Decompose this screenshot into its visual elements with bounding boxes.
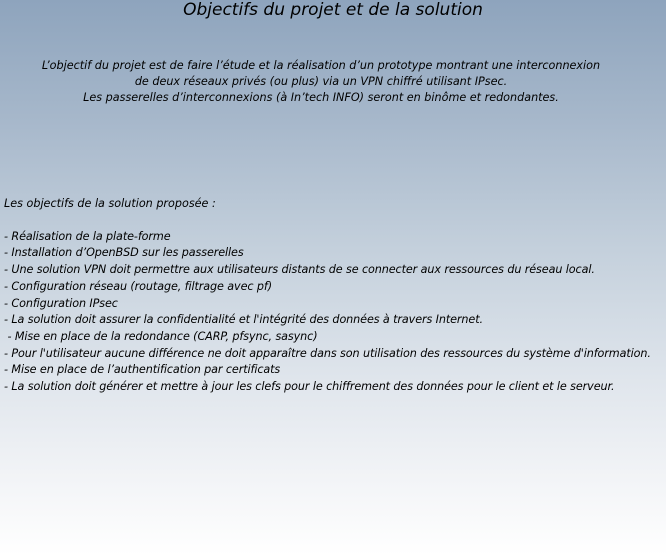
intro-line: Les passerelles d’interconnexions (à In’tech INFO) seront en binôme et redondantes.: [83, 91, 559, 104]
intro-line: L’objectif du projet est de faire l’étude et la réalisation d’un prototype montrant une interconnexion: [41, 59, 601, 72]
objective-item: - La solution doit assurer la confidentialité et l'intégrité des données à travers Internet.: [4, 313, 483, 327]
objective-item: - Configuration IPsec: [4, 296, 118, 310]
objective-item: - Installation d’OpenBSD sur les passerelles: [4, 246, 244, 260]
intro-paragraph: [0, 58, 642, 106]
intro-line: de deux réseaux privés (ou plus) via un VPN chiffré utilisant IPsec.: [134, 75, 508, 88]
objective-item: - Réalisation de la plate-forme: [4, 229, 171, 243]
objective-item: - Mise en place de l’authentification par certificats: [4, 363, 281, 377]
slide-title: Objectifs du projet et de la solution: [183, 0, 483, 20]
objective-item: - Mise en place de la redondance (CARP, pfsync, sasync): [4, 329, 318, 343]
objectives-section: [4, 196, 666, 396]
objective-item: - Pour l'utilisateur aucune différence ne doit apparaître dans son utilisation des ressources du système d'information.: [4, 346, 651, 360]
objective-item: - Une solution VPN doit permettre aux utilisateurs distants de se connecter aux ressources du réseau local.: [4, 263, 595, 277]
objective-item: - Configuration réseau (routage, filtrage avec pf): [4, 279, 272, 293]
objective-item: - La solution doit générer et mettre à jour les clefs pour le chiffrement des données pour le client et le serveur.: [4, 380, 615, 394]
objectives-heading: Les objectifs de la solution proposée :: [4, 197, 216, 210]
objectives-list: [4, 229, 666, 396]
